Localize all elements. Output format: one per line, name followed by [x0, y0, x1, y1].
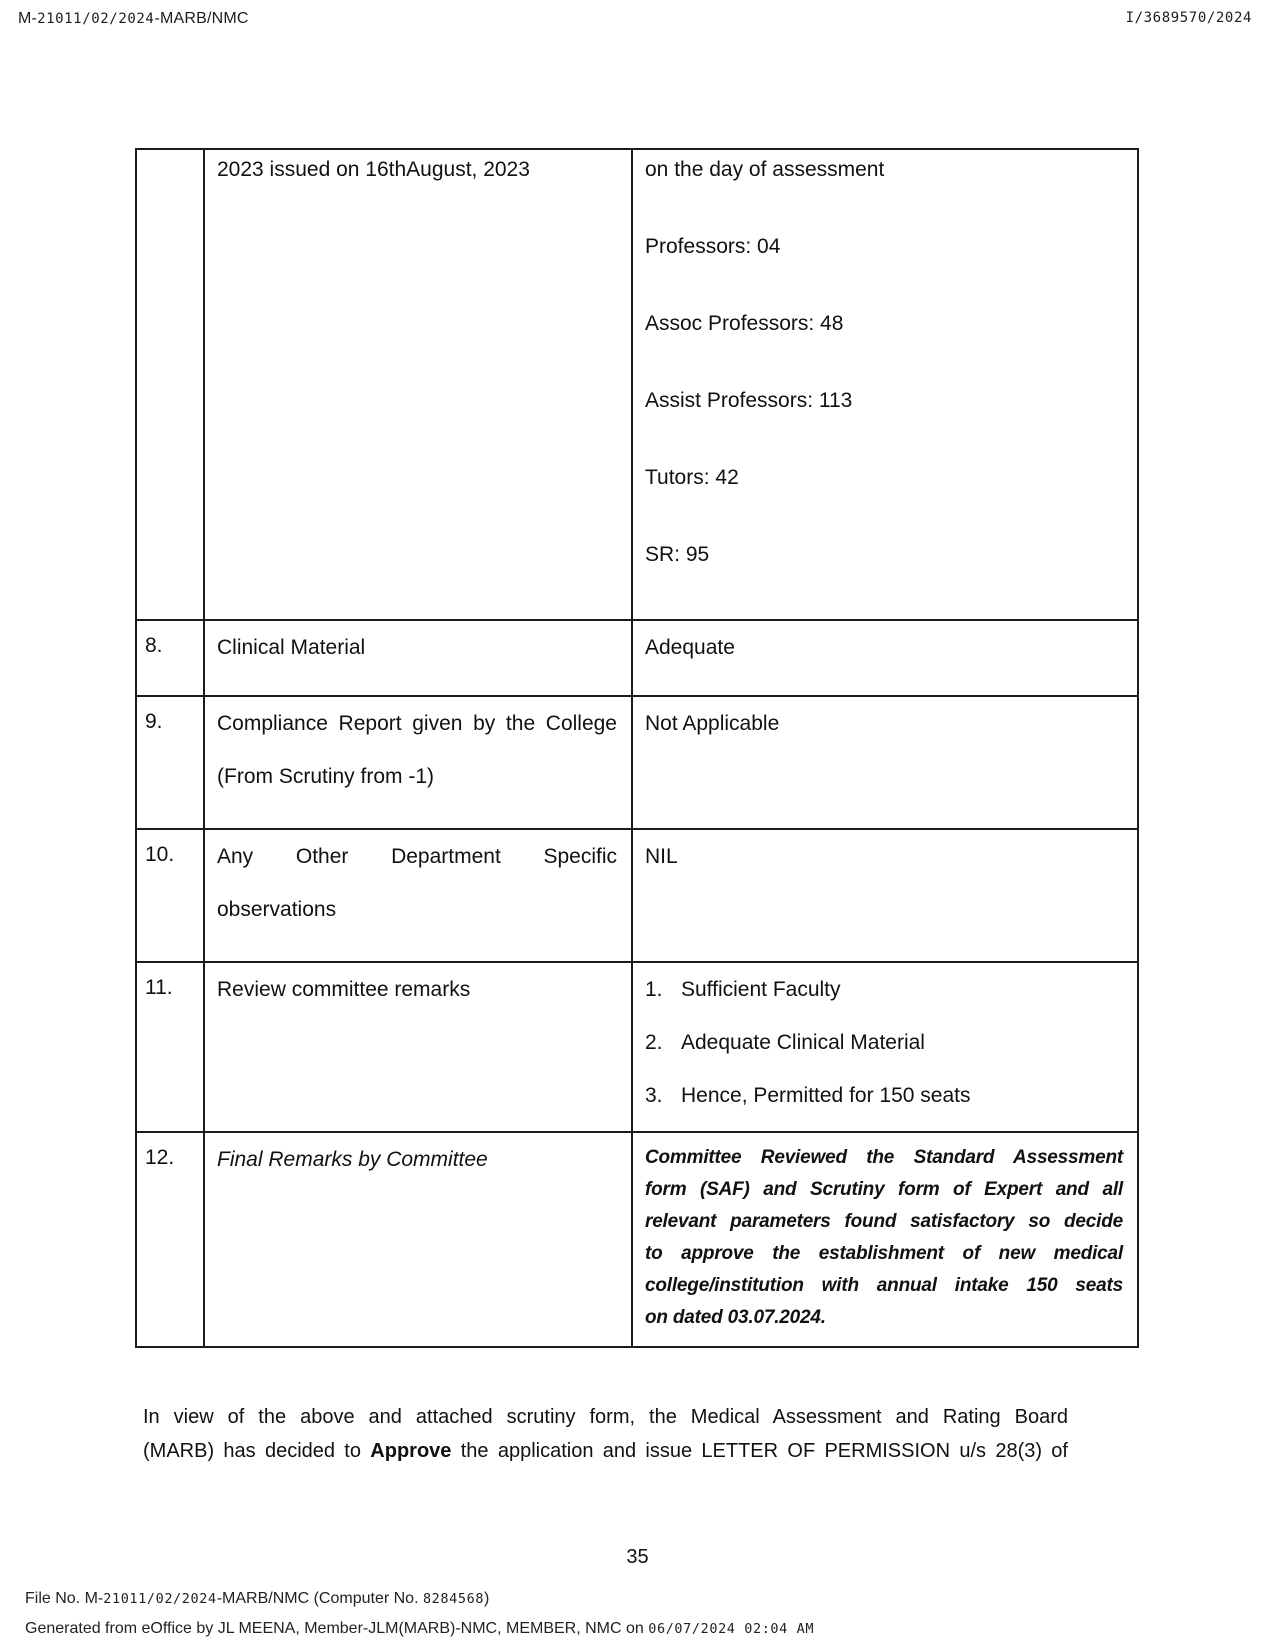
row-number-cell: 12. — [136, 1132, 204, 1347]
table-row — [136, 962, 1138, 1132]
final-remarks-line: Committee Reviewed the Standard Assessment — [645, 1147, 1123, 1168]
faculty-line: Tutors: 42 — [645, 466, 739, 489]
list-item-text: Sufficient Faculty — [681, 978, 841, 1001]
faculty-line: Assoc Professors: 48 — [645, 312, 844, 335]
assessment-summary-table — [135, 148, 1139, 1348]
table-row — [136, 620, 1138, 696]
footer-text: Generated from eOffice by JL MEENA, Member-JLM(MARB)-NMC, MEMBER, NMC on — [25, 1620, 649, 1637]
header-file-number-part: -MARB/NMC — [154, 10, 249, 27]
faculty-line: Professors: 04 — [645, 235, 781, 258]
item-cell — [204, 829, 632, 962]
remark-list-item — [645, 963, 1123, 1016]
final-remarks-line: to approve the establishment of new medical — [645, 1243, 1123, 1264]
paragraph-text: the application and issue LETTER OF PERMISSION u/s 28(3) of — [451, 1440, 1068, 1462]
table-row — [136, 149, 1138, 620]
final-remarks-cell — [632, 1132, 1138, 1347]
item-cell: Final Remarks by Committee — [204, 1132, 632, 1347]
final-remarks-line: college/institution with annual intake 150 seats — [645, 1275, 1123, 1296]
item-cell: Review committee remarks — [204, 962, 632, 1132]
faculty-line: SR: 95 — [645, 543, 710, 566]
table-row — [136, 829, 1138, 962]
final-remarks-line: relevant parameters found satisfactory so decide — [645, 1211, 1123, 1232]
footer-digits: 8284568 — [422, 1591, 485, 1607]
footer-digits: 21011/02/2024 — [103, 1591, 217, 1607]
final-remarks-line: on dated 03.07.2024. — [645, 1307, 826, 1328]
faculty-line: Assist Professors: 113 — [645, 389, 853, 412]
item-cell: 2023 issued on 16thAugust, 2023 — [204, 149, 632, 620]
footer-text: -MARB/NMC (Computer No. — [216, 1590, 423, 1607]
final-remarks-line: form (SAF) and Scrutiny form of Expert and all — [645, 1179, 1123, 1200]
page-number: 35 — [626, 1546, 649, 1568]
item-line: observations — [217, 898, 337, 921]
decision-paragraph — [143, 1400, 1068, 1468]
header-file-number-digits: 21011/02/2024 — [37, 11, 155, 27]
item-line: Compliance Report given by the College — [217, 712, 617, 735]
item-cell — [204, 696, 632, 829]
list-item-text: Hence, Permitted for 150 seats — [681, 1084, 971, 1107]
item-line: (From Scrutiny from -1) — [217, 765, 435, 788]
row-number-cell: 11. — [136, 962, 204, 1132]
approve-emphasis: Approve — [370, 1440, 452, 1462]
value-cell: NIL — [632, 829, 1138, 962]
remark-list-item — [645, 1069, 1123, 1122]
header-file-number-part: M- — [18, 10, 38, 27]
footer-text: ) — [484, 1590, 490, 1607]
value-cell — [632, 149, 1138, 620]
value-cell — [632, 962, 1138, 1132]
header-file-number — [18, 10, 249, 28]
paragraph-text: (MARB) has decided to — [143, 1440, 371, 1462]
value-cell: Not Applicable — [632, 696, 1138, 829]
item-cell: Clinical Material — [204, 620, 632, 696]
row-number-cell: 9. — [136, 696, 204, 829]
row-number-cell — [136, 149, 204, 620]
value-cell: Adequate — [632, 620, 1138, 696]
footer-generated-by — [25, 1620, 814, 1638]
item-line: Any Other Department Specific — [217, 845, 617, 868]
list-item-text: Adequate Clinical Material — [681, 1031, 925, 1054]
list-item-number: 1. — [645, 978, 663, 1001]
row-number-cell: 8. — [136, 620, 204, 696]
list-item-number: 2. — [645, 1031, 663, 1054]
paragraph-line: In view of the above and attached scrutiny form, the Medical Assessment and Rating Board — [143, 1406, 1068, 1428]
faculty-line: on the day of assessment — [645, 158, 885, 181]
paragraph-line — [143, 1434, 1068, 1468]
row-number-cell: 10. — [136, 829, 204, 962]
table-row — [136, 696, 1138, 829]
table-row — [136, 1132, 1138, 1347]
list-item-number: 3. — [645, 1084, 663, 1107]
footer-file-number — [25, 1590, 489, 1608]
footer-text: File No. M- — [25, 1590, 104, 1607]
remark-list-item — [645, 1016, 1123, 1069]
header-document-id: I/3689570/2024 — [1125, 10, 1252, 26]
footer-timestamp: 06/07/2024 02:04 AM — [648, 1621, 815, 1637]
